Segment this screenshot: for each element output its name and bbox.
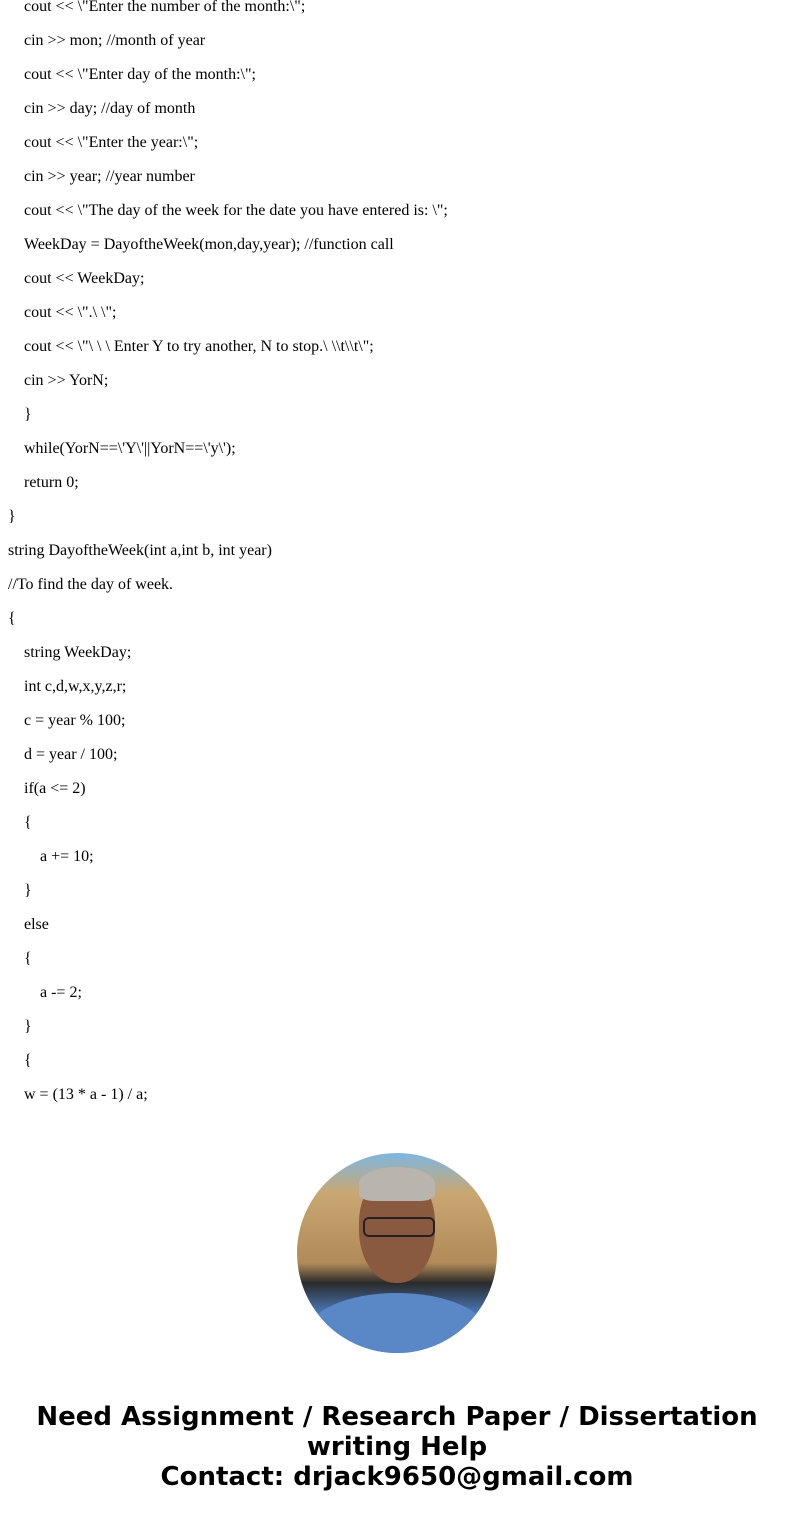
- code-line: cin >> day; //day of month: [24, 100, 196, 117]
- code-line: d = year / 100;: [24, 746, 118, 763]
- code-line: {: [8, 610, 16, 627]
- photo-hair: [359, 1167, 435, 1201]
- photo-shirt: [307, 1293, 487, 1353]
- footer-line-2: writing Help: [306, 1432, 488, 1462]
- code-line: c = year % 100;: [24, 712, 126, 729]
- code-line: else: [24, 916, 49, 933]
- author-photo: [297, 1153, 497, 1353]
- photo-glasses: [363, 1217, 435, 1237]
- code-line: cin >> year; //year number: [24, 168, 195, 185]
- contact-footer: [0, 1402, 794, 1492]
- code-line: string DayoftheWeek(int a,int b, int year): [8, 542, 272, 559]
- code-line: cin >> mon; //month of year: [24, 32, 206, 49]
- code-line: }: [8, 508, 16, 525]
- code-line: //To find the day of week.: [8, 576, 174, 593]
- code-line: }: [24, 1018, 32, 1035]
- footer-contact: Contact: drjack9650@gmail.com: [160, 1462, 634, 1492]
- code-line: cout << \"Enter the number of the month:\";: [24, 0, 306, 15]
- code-line: string WeekDay;: [24, 644, 132, 661]
- code-line: w = (13 * a - 1) / a;: [24, 1086, 148, 1103]
- code-line: if(a <= 2): [24, 780, 86, 797]
- code-line: {: [24, 950, 32, 967]
- code-line: {: [24, 1052, 32, 1069]
- code-line: cout << \"Enter day of the month:\";: [24, 66, 256, 83]
- code-line: while(YorN==\'Y\'||YorN==\'y\');: [24, 440, 236, 457]
- code-line: }: [24, 882, 32, 899]
- code-line: int c,d,w,x,y,z,r;: [24, 678, 127, 695]
- code-line: a -= 2;: [40, 984, 82, 1001]
- code-line: cout << \"\ \ \ Enter Y to try another, N to stop.\ \\t\\t\";: [24, 338, 374, 355]
- code-line: cout << \"Enter the year:\";: [24, 134, 199, 151]
- code-line: cin >> YorN;: [24, 372, 109, 389]
- code-line: }: [24, 406, 32, 423]
- code-line: cout << WeekDay;: [24, 270, 145, 287]
- code-line: cout << \".\ \";: [24, 304, 117, 321]
- footer-line-1: Need Assignment / Research Paper / Dissertation: [36, 1402, 758, 1432]
- code-line: WeekDay = DayoftheWeek(mon,day,year); //function call: [24, 236, 394, 253]
- code-line: {: [24, 814, 32, 831]
- code-listing: [8, 0, 448, 1112]
- code-line: a += 10;: [40, 848, 94, 865]
- code-line: cout << \"The day of the week for the date you have entered is: \";: [24, 202, 448, 219]
- code-line: return 0;: [24, 474, 79, 491]
